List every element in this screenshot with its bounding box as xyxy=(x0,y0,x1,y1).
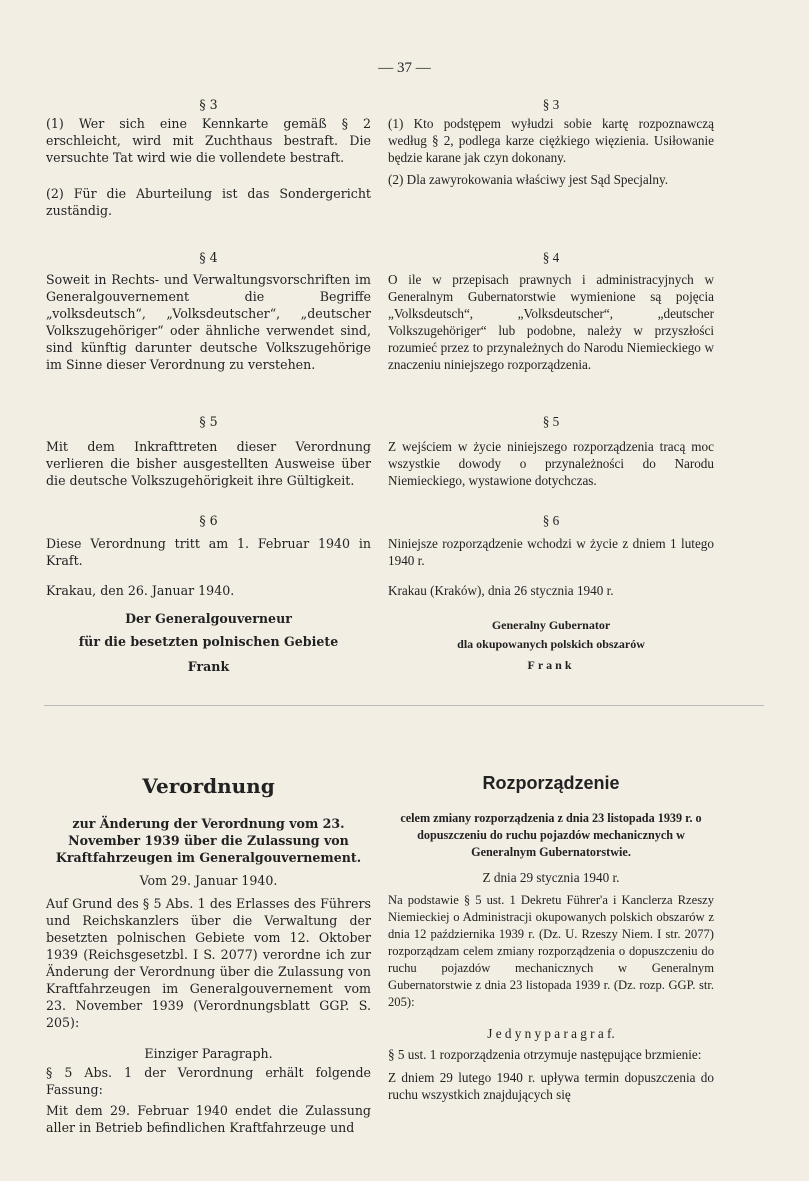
de-single-paragraph: Einziger Paragraph. xyxy=(144,1046,273,1061)
de-last-text: Mit dem 29. Februar 1940 endet die Zulassung aller in Betrieb befindlichen Kraftfahrzeuge und xyxy=(46,1103,371,1135)
de-s3-heading: § 3 xyxy=(199,97,218,112)
pl-ordinance-title: Rozporządzenie xyxy=(482,773,620,793)
pl-ordinance-date: Z dnia 29 stycznia 1940 r. xyxy=(482,870,620,885)
de-ordinance-subtitle: zur Änderung der Verordnung vom 23. November 1939 über die Zulassung von Kraftfahrzeugen im Generalgouvernement. xyxy=(55,816,362,865)
de-sig-name: Frank xyxy=(187,659,230,674)
pl-section-4 xyxy=(388,249,714,373)
de-ordinance xyxy=(46,758,371,1136)
de-sig-area: für die besetzten polnischen Gebiete xyxy=(78,634,339,649)
de-s3-p1: (1) Wer sich eine Kennkarte gemäß § 2 erschleicht, wird mit Zuchthaus bestraft. Die versuchte Tat wird wie die vollendete bestraft. xyxy=(46,116,371,165)
pl-s4-p1: O ile w przepisach prawnych i administracyjnych w Generalnym Gubernatorstwie wymienione są pojęcia „Volksdeutsch“, „Volksdeutscher“, „deutscher Volkszugehöriger“ lub podobne, należy w przyszłości rozumieć przez to przynależnych do Narodu Niemieckiego w znaczeniu niniejszego rozporządzenia. xyxy=(388,272,714,372)
pl-sig-title: Generalny Gubernator xyxy=(491,618,611,632)
de-ordinance-title: Verordnung xyxy=(142,774,275,798)
pl-sig-name: Frank xyxy=(527,658,575,672)
section-divider xyxy=(44,705,764,706)
pl-ordinance-subtitle: celem zmiany rozporządzenia z dnia 23 listopada 1939 r. o dopuszczeniu do ruchu pojazdów mechanicznych w Generalnym Gubernatorstwie. xyxy=(400,811,702,859)
pl-sig-area: dla okupowanych polskich obszarów xyxy=(457,637,645,651)
de-section-4 xyxy=(46,249,371,373)
pl-s3-p2: (2) Dla zawyrokowania właściwy jest Sąd Specjalny. xyxy=(388,172,669,187)
de-s6-heading: § 6 xyxy=(199,513,218,528)
pl-s6-heading: § 6 xyxy=(542,513,560,528)
de-section-3 xyxy=(46,96,371,219)
pl-section-3 xyxy=(388,96,714,188)
pl-ordinance-intro: Na podstawie § 5 ust. 1 Dekretu Führer'a i Kanclerza Rzeszy Niemieckiej o Administracji okupowanych polskich obszarów z dnia 12 października 1939 r. (Dz. U. Rzeszy Niem. I str. 2077) rozporządzam celem zmiany rozporządzenia o dopuszczeniu do ruchu pojazdów mechanicznych w Generalnym Gubernatorstwie z dnia 23 listopada 1939 r. (Dz. rozp. GGP. str. 205): xyxy=(388,893,714,1009)
de-s4-heading: § 4 xyxy=(199,250,218,265)
pl-ordinance xyxy=(388,757,714,1103)
pl-s6-p1: Niniejsze rozporządzenie wchodzi w życie z dniem 1 lutego 1940 r. xyxy=(388,536,714,568)
de-place-date: Krakau, den 26. Januar 1940. xyxy=(46,583,235,598)
pl-section-5 xyxy=(388,413,714,489)
pl-signature xyxy=(388,617,714,674)
de-signature xyxy=(46,610,371,675)
pl-s5-heading: § 5 xyxy=(542,414,560,429)
pl-single-paragraph: J e d y n y p a r a g r a f. xyxy=(487,1026,615,1041)
de-section-6 xyxy=(46,512,371,599)
pl-s3-p1: (1) Kto podstępem wyłudzi sobie kartę rozpoznawczą według § 2, podlega karze ciężkiego więzienia. Usiłowanie będzie karane jak czyn dokonany. xyxy=(388,116,714,165)
pl-section-6 xyxy=(388,512,714,599)
pl-place-date: Krakau (Kraków), dnia 26 stycznia 1940 r. xyxy=(388,583,614,598)
de-section-5 xyxy=(46,413,371,489)
de-sig-title: Der Generalgouverneur xyxy=(125,611,292,626)
de-s4-p1: Soweit in Rechts- und Verwaltungsvorschriften im Generalgouvernement die Begriffe „volksdeutsch“, „Volksdeutscher“, „deutscher Volkszugehöriger“ oder ähnliche verwendet sind, sind künftig darunter deutsche Volkszugehörige im Sinne dieser Verordnung zu verstehen. xyxy=(46,272,371,372)
de-s5-p1: Mit dem Inkrafttreten dieser Verordnung verlieren die bisher ausgestellten Ausweise über die deutsche Volkszugehörigkeit ihre Gültigkeit. xyxy=(46,439,371,488)
de-s5-heading: § 5 xyxy=(199,414,218,429)
pl-s4-heading: § 4 xyxy=(542,250,560,265)
page-number: — 37 — xyxy=(378,60,431,76)
pl-s3-heading: § 3 xyxy=(542,97,560,112)
de-ordinance-intro: Auf Grund des § 5 Abs. 1 des Erlasses des Führers und Reichskanzlers über die Verwaltung der besetzten polnischen Gebiete vom 12. Oktober 1939 (Reichsgesetzbl. I S. 2077) verordne ich zur Änderung der Verordnung über die Zulassung von Kraftfahrzeugen im Generalgouvernement vom 23. November 1939 (Verordnungsblatt GGP. S. 205): xyxy=(46,896,371,1030)
de-s3-p2: (2) Für die Aburteilung ist das Sondergericht zuständig. xyxy=(46,186,371,218)
de-paragraph-text: § 5 Abs. 1 der Verordnung erhält folgende Fassung: xyxy=(46,1065,371,1097)
de-ordinance-date: Vom 29. Januar 1940. xyxy=(139,873,278,888)
pl-s5-p1: Z wejściem w życie niniejszego rozporządzenia tracą moc wszystkie dowody o przynależności do Narodu Niemieckiego, wystawione dotychczas. xyxy=(388,439,714,488)
de-s6-p1: Diese Verordnung tritt am 1. Februar 1940 in Kraft. xyxy=(46,536,371,568)
pl-paragraph-text: § 5 ust. 1 rozporządzenia otrzymuje następujące brzmienie: xyxy=(388,1047,702,1062)
pl-last-text: Z dniem 29 lutego 1940 r. upływa termin dopuszczenia do ruchu wszystkich znajdujących się xyxy=(388,1070,714,1102)
